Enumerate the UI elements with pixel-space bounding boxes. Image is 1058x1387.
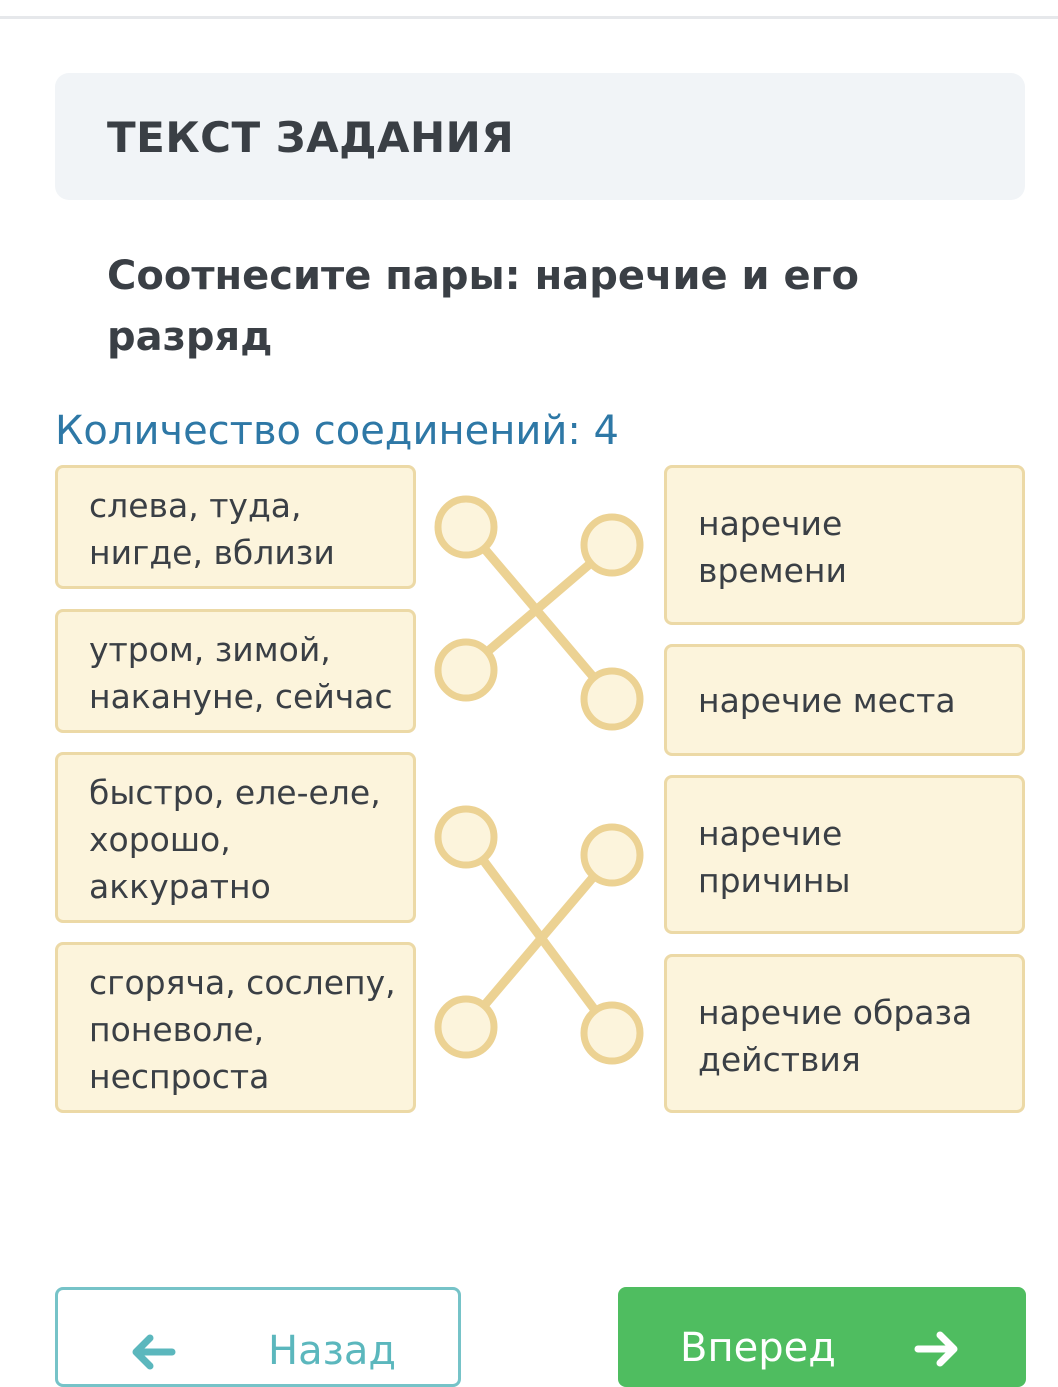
back-button[interactable] bbox=[55, 1287, 461, 1387]
connection-lines bbox=[420, 470, 660, 1110]
right-card-3-text: наречие причины bbox=[698, 814, 851, 900]
right-card-3[interactable] bbox=[664, 775, 1025, 934]
left-card-1-text: слева, туда, нигде, вблизи bbox=[89, 486, 335, 572]
left-connector-dot-1 bbox=[438, 499, 494, 555]
arrow-right-icon bbox=[914, 1329, 962, 1369]
next-button[interactable] bbox=[618, 1287, 1026, 1387]
next-button-label: Вперед bbox=[680, 1325, 836, 1371]
right-connector-dot-1 bbox=[584, 517, 640, 573]
left-card-2[interactable] bbox=[55, 609, 416, 733]
right-card-4[interactable] bbox=[664, 954, 1025, 1113]
right-card-2-text: наречие места bbox=[698, 681, 956, 720]
left-card-1[interactable] bbox=[55, 465, 416, 589]
connections-count: Количество соединений: 4 bbox=[55, 408, 620, 454]
right-card-2[interactable] bbox=[664, 644, 1025, 756]
left-card-2-text: утром, зимой, накануне, сейчас bbox=[89, 630, 393, 716]
task-header bbox=[55, 73, 1025, 200]
left-card-4-text: сгоряча, сослепу, поневоле, неспроста bbox=[89, 963, 396, 1096]
right-connector-dot-3 bbox=[584, 827, 640, 883]
right-card-1[interactable] bbox=[664, 465, 1025, 625]
task-header-title: ТЕКСТ ЗАДАНИЯ bbox=[107, 113, 515, 162]
left-connector-dot-4 bbox=[438, 999, 494, 1055]
arrow-left-icon bbox=[128, 1332, 176, 1372]
left-connector-dot-3 bbox=[438, 809, 494, 865]
question-text: Соотнесите пары: наречие и его разряд bbox=[107, 253, 859, 360]
left-connector-dot-2 bbox=[438, 642, 494, 698]
right-connector-dot-4 bbox=[584, 1005, 640, 1061]
left-card-3-text: быстро, еле-еле, хорошо, аккуратно bbox=[89, 773, 381, 906]
right-card-1-text: наречие времени bbox=[698, 504, 847, 590]
left-card-3[interactable] bbox=[55, 752, 416, 923]
top-divider bbox=[0, 16, 1058, 19]
left-card-4[interactable] bbox=[55, 942, 416, 1113]
back-button-label: Назад bbox=[268, 1328, 397, 1374]
right-connector-dot-2 bbox=[584, 671, 640, 727]
right-card-4-text: наречие образа действия bbox=[698, 993, 973, 1079]
